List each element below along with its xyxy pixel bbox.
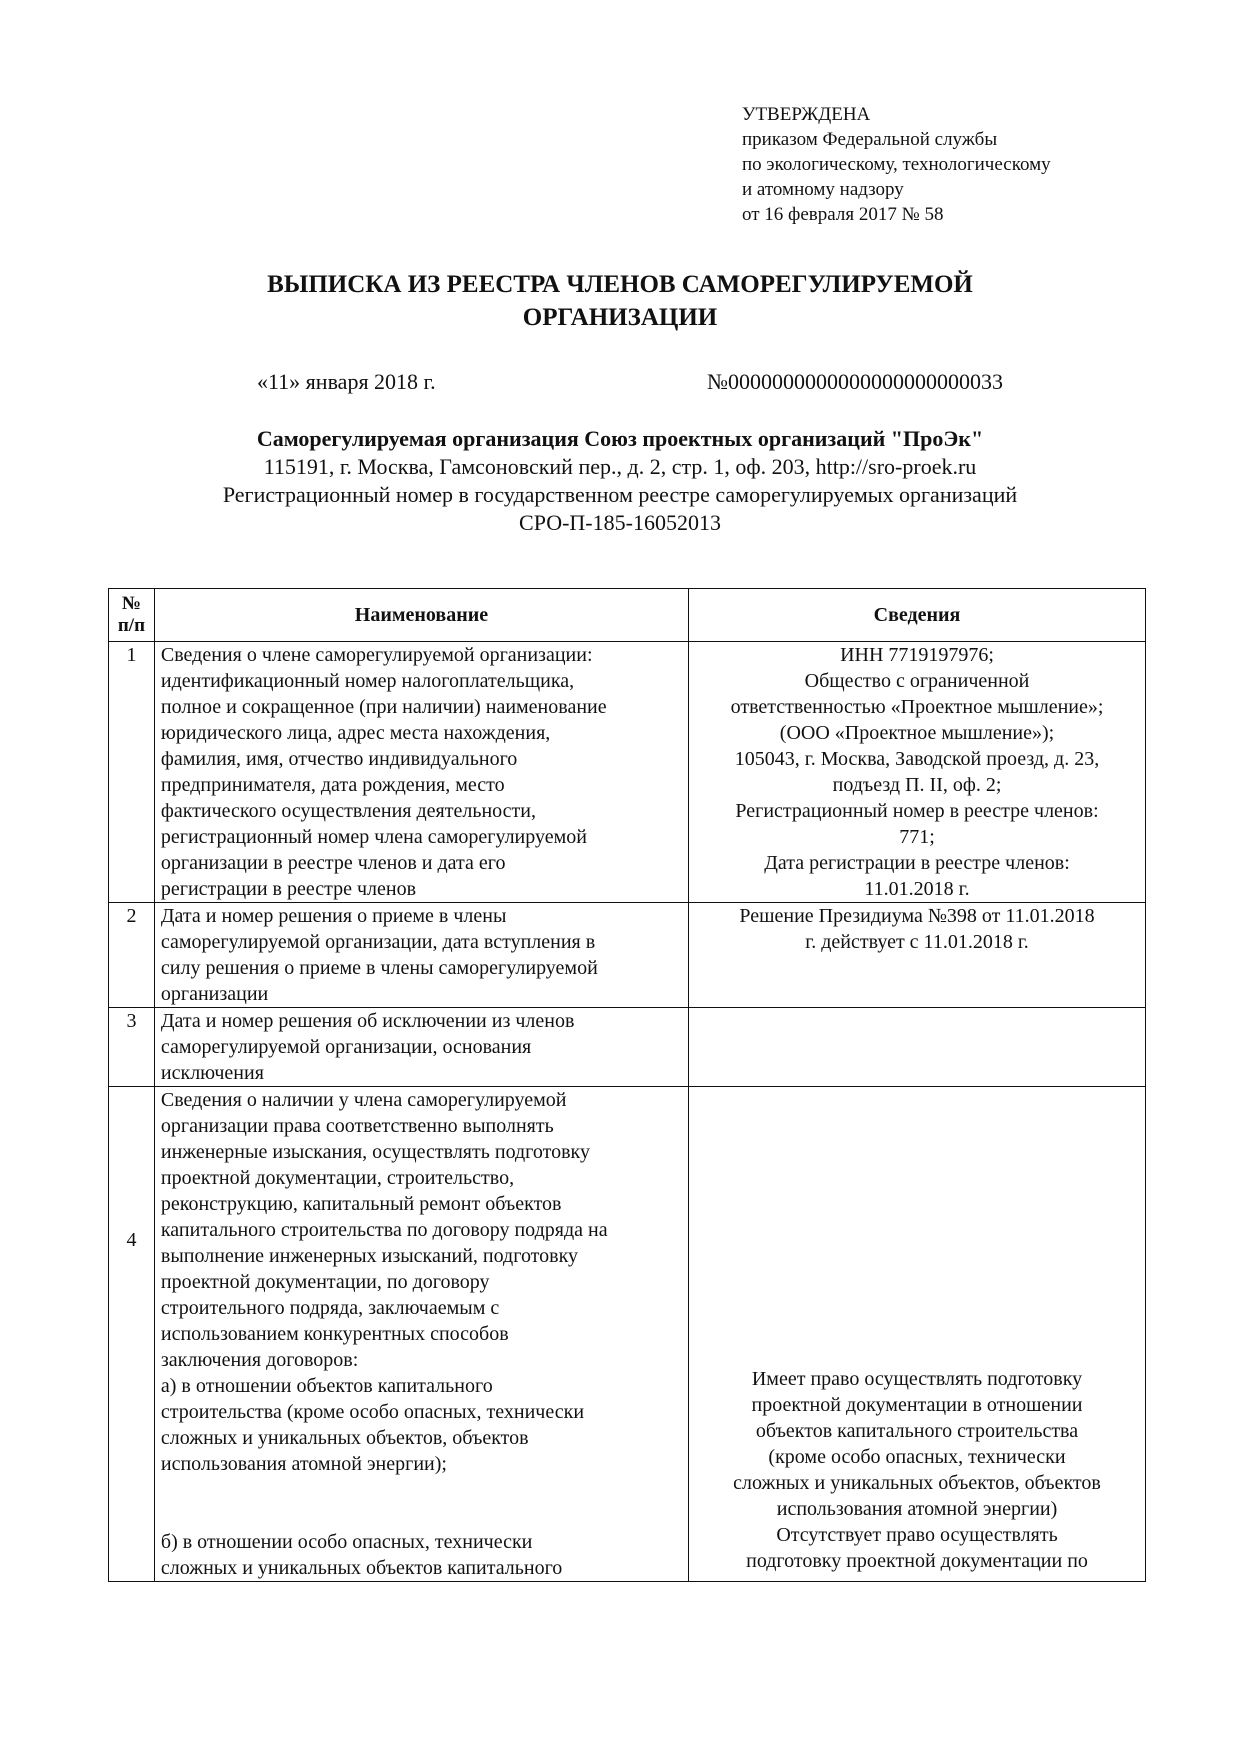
table-row — [109, 642, 1146, 903]
row-num: 1 — [109, 642, 155, 903]
document-date: «11» января 2018 г. — [257, 369, 436, 394]
row-name: Сведения о наличии у члена саморегулируемой организации права соответственно выполнять инженерные изыскания, осуществлять подготовку проектной документации, строительство, реконструкцию, капитальный ремонт объектов капитального строительства по договору подряда на выполнение инженерных изысканий, подготовку проектной документации, по договору строительного подряда, заключаемым с использованием конкурентных способов заключения договоров: а) в отношении объектов капитального строительства (кроме особо опасных, технически сложных и уникальных объектов, объектов использования атомной энергии); б) в отношении особо опасных, технически сложных и уникальных объектов капитального — [154, 1087, 688, 1582]
row-info-a: Имеет право осуществлять подготовку проектной документации в отношении объектов капитального строительства (кроме особо опасных, технически сложных и уникальных объектов, объектов использования атомной энергии) — [733, 1368, 1101, 1520]
approval-line: и атомному надзору — [742, 179, 904, 200]
row-name: Сведения о члене саморегулируемой организации: идентификационный номер налогоплательщика, полное и сокращенное (при наличии) наименование юридического лица, адрес места нахождения, фамилия, имя, отчество индивидуального предпринимателя, дата рождения, место фактического осуществления деятельности, регистрационный номер члена саморегулируемой организации в реестре членов и дата его регистрации в реестре членов — [154, 642, 688, 903]
row-num: 2 — [109, 903, 155, 1008]
registry-table — [108, 588, 1146, 1582]
table-row — [109, 903, 1146, 1008]
row-num: 4 — [109, 1087, 155, 1582]
row-info — [689, 1008, 1146, 1087]
row-num: 3 — [109, 1008, 155, 1087]
row-name: Дата и номер решения о приеме в члены саморегулируемой организации, дата вступления в силу решения о приеме в члены саморегулируемой организации — [154, 903, 688, 1008]
table-row — [109, 1008, 1146, 1087]
organization-reg-number: СРО-П-185-16052013 — [519, 510, 721, 535]
row-info: ИНН 7719197976; Общество с ограниченной ответственностью «Проектное мышление»; (ООО «Проектное мышление»); 105043, г. Москва, Заводской проезд, д. 23, подъезд П. II, оф. 2; Регистрационный номер в реестре членов: 771; Дата регистрации в реестре членов: 11.01.2018 г. — [689, 642, 1146, 903]
approval-line: от 16 февраля 2017 № 58 — [742, 204, 944, 225]
approval-stamp — [742, 102, 1051, 227]
document-title-line: ОРГАНИЗАЦИИ — [522, 304, 718, 331]
row-info — [689, 1087, 1146, 1582]
header-num: № п/п — [109, 589, 155, 642]
approval-line: приказом Федеральной службы — [742, 129, 998, 150]
row-name: Дата и номер решения об исключении из членов саморегулируемой организации, основания исключения — [154, 1008, 688, 1087]
organization-reg-label: Регистрационный номер в государственном реестре саморегулируемых организаций — [222, 482, 1018, 507]
header-name: Наименование — [154, 589, 688, 642]
organization-address: 115191, г. Москва, Гамсоновский пер., д. 2, стр. 1, оф. 203, http://sro-proek.ru — [263, 454, 977, 479]
approval-line: по экологическому, технологическому — [742, 154, 1051, 175]
header-info: Сведения — [689, 589, 1146, 642]
approval-title: УТВЕРЖДЕНА — [742, 104, 871, 125]
organization-info — [0, 425, 1240, 537]
row-info: Решение Президиума №398 от 11.01.2018 г. действует с 11.01.2018 г. — [689, 903, 1146, 1008]
document-title — [0, 268, 1240, 334]
document-number: №0000000000000000000000033 — [707, 369, 1003, 394]
document-title-line: ВЫПИСКА ИЗ РЕЕСТРА ЧЛЕНОВ САМОРЕГУЛИРУЕМОЙ — [267, 271, 973, 298]
organization-name: Саморегулируемая организация Союз проектных организаций "ПроЭк" — [256, 426, 984, 451]
table-header-row — [109, 589, 1146, 642]
row-info-b: Отсутствует право осуществлять подготовку проектной документации по — [746, 1524, 1088, 1572]
table-row — [109, 1087, 1146, 1582]
